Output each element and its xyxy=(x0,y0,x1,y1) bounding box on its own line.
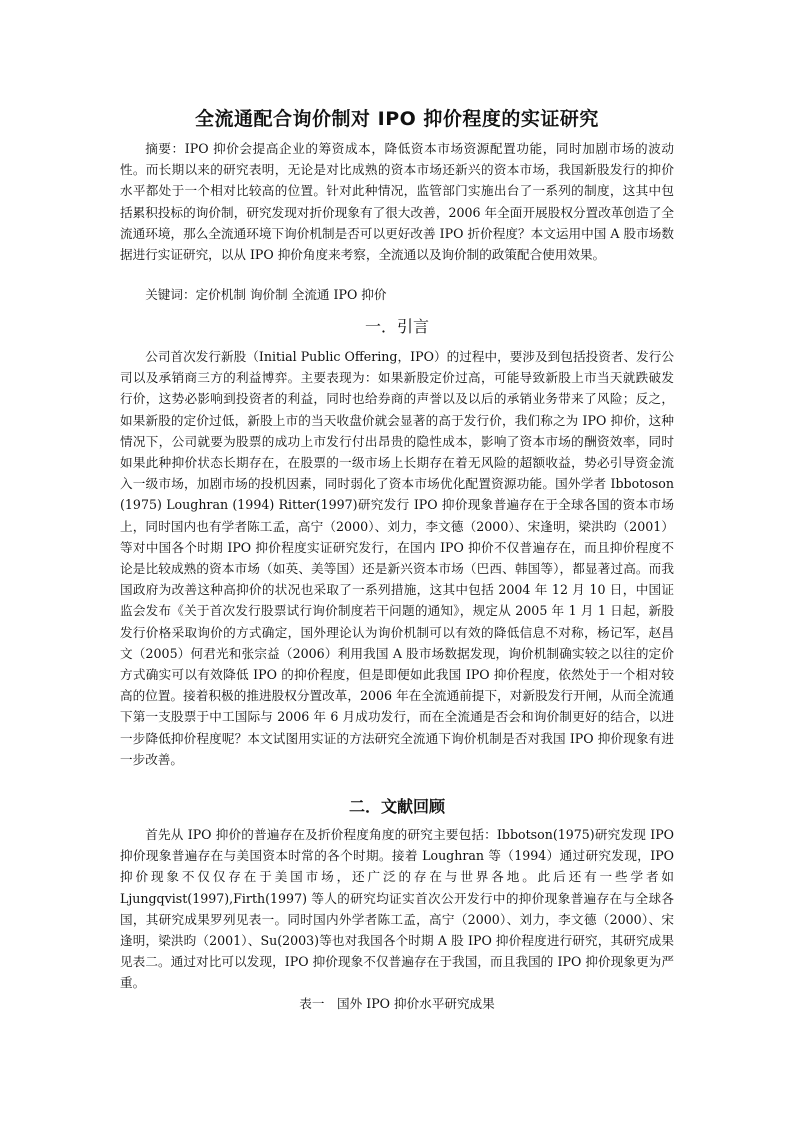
abstract-paragraph: 摘要：IPO 抑价会提高企业的筹资成本，降低资本市场资源配置功能，同时加剧市场的波动性。而长期以来的研究表明，无论是对比成熟的资本市场还新兴的资本市场，我国新股发行的抑价水平都处于一个相对比较高的位置。针对此种情况，监管部门实施出台了一系列的制度，这其中包括累积投标的询价制，研究发现对折价现象有了很大改善，2006 年全面开展股权分置改革创造了全流通环境，那么全流通环境下询价机制是否可以更好改善 IPO 折价程度？本文运用中国 A 股市场数据进行实证研究，以从 IPO 抑价角度来考察，全流通以及询价制的政策配合使用效果。 xyxy=(120,141,674,263)
literature-review-paragraph: 首先从 IPO 抑价的普遍存在及折价程度角度的研究主要包括：Ibbotson(1975)研究发现 IPO 抑价现象普遍存在与美国资本时常的各个时期。接着 Loughran 等（1994）通过研究发现，IPO 抑价现象不仅仅存在于美国市场，还广泛的存在与世界各地。此后还有一些学者如 Ljungqvist(1997),Firth(1997) 等人的研究均证实首次公开发行中的抑价现象普遍存在与全球各国，其研究成果罗列见表一。同时国内外学者陈工孟，高宁（2000）、刘力，李文德（2000）、宋逢明，梁洪昀（2001）、Su(2003)等也对我国各个时期 A 股 IPO 抑价程度进行研究，其研究成果见表二。通过对比可以发现，IPO 抑价现象不仅普遍存在于我国，而且我国的 IPO 抑价现象更为严重。 xyxy=(120,827,674,991)
paper-title: 全流通配合询价制对 IPO 抑价程度的实证研究 xyxy=(195,108,599,130)
section-heading-literature-review: 二．文献回顾 xyxy=(348,797,445,816)
section-heading-introduction: 一．引言 xyxy=(364,317,429,336)
table-caption: 表一 国外 IPO 抑价水平研究成果 xyxy=(299,996,495,1011)
keywords-line: 关键词：定价机制 询价制 全流通 IPO 抑价 xyxy=(145,287,387,302)
introduction-paragraph: 公司首次发行新股（Initial Public Offering，IPO）的过程中，要涉及到包括投资者、发行公司以及承销商三方的利益博弈。主要表现为：如果新股定价过高，可能导致新股上市当天就跌破发行价，这势必影响到投资者的利益，同时也给券商的声誉以及以后的承销业务带来了风险；反之，如果新股的定价过低，新股上市的当天收盘价就会显著的高于发行价，我们称之为 IPO 抑价，这种情况下，公司就要为股票的成功上市发行付出昂贵的隐性成本，影响了资本市场的酬资效率，同时如果此种抑价状态长期存在，在股票的一级市场上长期存在着无风险的超额收益，势必引导资金流入一级市场，加剧市场的投机因素，同时弱化了资本市场优化配置资源功能。国外学者 Ibbotoson (1975) Loughran (1994) Ritter(1997)研究发行 IPO 抑价现象普遍存在于全球各国的资本市场上，同时国内也有学者陈工孟，高宁（2000）、刘力，李文德（2000）、宋逢明，梁洪昀（2001）等对中国各个时期 IPO 抑价程度实证研究发行，在国内 IPO 抑价不仅普遍存在，而且抑价程度不论是比较成熟的资本市场（如英、美等国）还是新兴资本市场（巴西、韩国等），都显著过高。而我国政府为改善这种高抑价的状况也采取了一系列措施，这其中包括 2004 年 12 月 10 日，中国证监会发布《关于首次发行股票试行询价制度若干问题的通知》，规定从 2005 年 1 月 1 日起，新股发行价格采取询价的方式确定，国外理论认为询价机制可以有效的降低信息不对称，杨记军，赵昌文（2005）何君光和张宗益（2006）利用我国 A 股市场数据发现，询价机制确实较之以往的定价方式确实可以有效降低 IPO 的抑价程度，但是即便如此我国 IPO 抑价程度，依然处于一个相对较高的位置。接着积极的推进股权分置改革，2006 年在全流通前提下，对新股发行开闸，从而全流通下第一支股票于中工国际与 2006 年 6 月成功发行，而在全流通是否会和询价制更好的结合，以进一步降低抑价程度呢？本文试图用实证的方法研究全流通下询价机制是否对我国 IPO 抑价现象有进一步改善。 xyxy=(120,349,674,767)
